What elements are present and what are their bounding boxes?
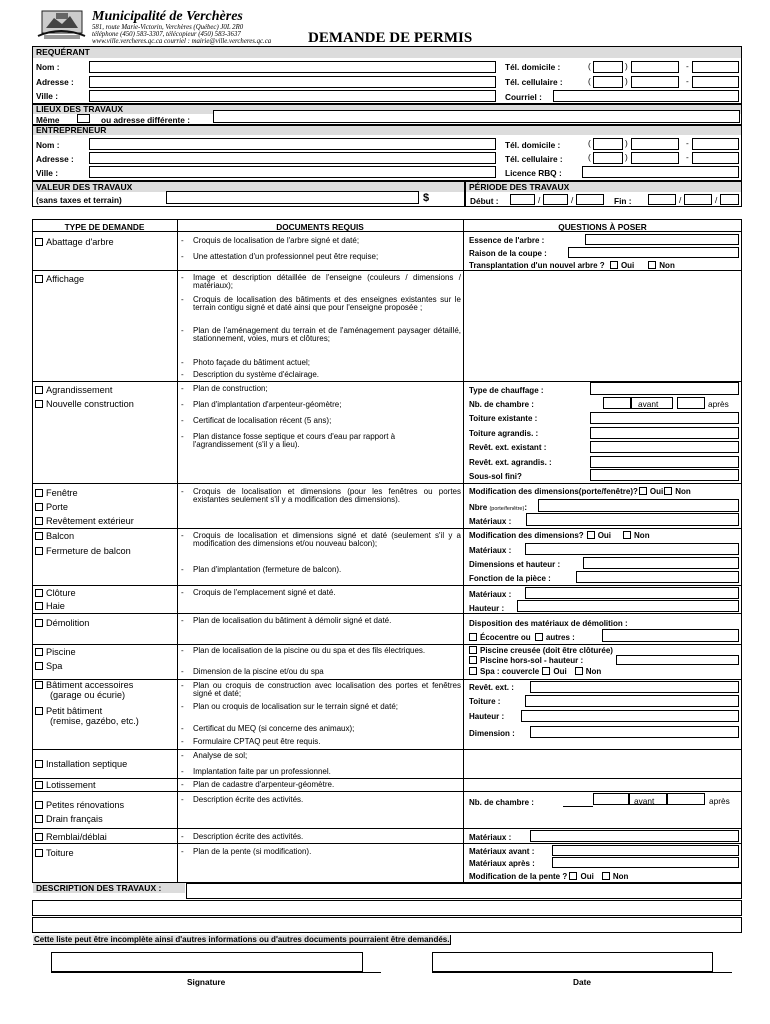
requerant-nom-label: Nom :	[36, 62, 60, 72]
agrandissement-doc-3: Certificat de localisation récent (5 ans);	[193, 416, 332, 425]
demolition-ecocentre-checkbox[interactable]	[469, 633, 477, 641]
balcon-non-checkbox[interactable]	[623, 531, 631, 539]
description-line-3[interactable]	[32, 917, 742, 933]
periode-debut-month[interactable]	[543, 194, 568, 205]
haie-checkbox[interactable]	[35, 602, 43, 610]
type-petit-batiment-note: (remise, gazébo, etc.)	[50, 716, 139, 726]
agrandissement-q-chambre: Nb. de chambre :	[469, 400, 534, 409]
toiture-checkbox[interactable]	[35, 849, 43, 857]
description-label: DESCRIPTION DES TRAVAUX :	[33, 883, 185, 893]
requerant-tel-cellulaire-number[interactable]	[692, 76, 739, 88]
piscine-doc-2: Dimension de la piscine et/ou du spa	[193, 667, 324, 676]
agrandissement-apres-label: après	[708, 399, 729, 409]
piscine-q-hors-sol: Piscine hors-sol - hauteur :	[469, 656, 583, 665]
type-petit-batiment[interactable]: Petit bâtiment	[35, 706, 102, 716]
toiture-q-pente: Modification de la pente ? Oui Non	[469, 872, 629, 881]
agrandissement-toiture-existante-field[interactable]	[590, 412, 739, 424]
valeur-currency: $	[423, 192, 430, 204]
porte-checkbox[interactable]	[35, 503, 43, 511]
type-abattage[interactable]: Abattage d'arbre	[35, 237, 114, 247]
description-line-1[interactable]	[186, 883, 742, 899]
piscine-doc-1: Plan de localisation de la piscine ou du spa et des fils électriques.	[193, 646, 426, 655]
fenetre-nbre-field[interactable]	[538, 499, 739, 512]
entrepreneur-nom-field[interactable]	[89, 138, 496, 150]
balcon-materiaux-field[interactable]	[525, 543, 739, 555]
valeur-header: VALEUR DES TRAVAUX	[33, 182, 464, 192]
entrepreneur-licence-field[interactable]	[582, 166, 739, 178]
cloture-doc-1: Croquis de l'emplacement signé et daté.	[193, 588, 336, 597]
entrepreneur-tel-cellulaire-prefix[interactable]	[631, 152, 679, 164]
type-piscine[interactable]: Piscine	[35, 647, 76, 657]
entrepreneur-tel-domicile-number[interactable]	[692, 138, 739, 150]
balcon-q-fonction: Fonction de la pièce :	[469, 574, 551, 583]
type-balcon[interactable]: Balcon	[35, 531, 74, 541]
septique-checkbox[interactable]	[35, 760, 43, 768]
type-batiment-accessoires[interactable]: Bâtiment accessoires	[35, 680, 133, 690]
abattage-essence-field[interactable]	[585, 234, 739, 245]
affichage-doc-5: Description du système d'éclairage.	[193, 370, 320, 379]
entrepreneur-tel-domicile-area[interactable]	[593, 138, 623, 150]
requerant-adresse-label: Adresse :	[36, 77, 74, 87]
toiture-q-avant: Matériaux avant :	[469, 847, 535, 856]
entrepreneur-header: ENTREPRENEUR	[33, 126, 741, 135]
requerant-courriel-label: Courriel :	[505, 92, 542, 102]
requerant-ville-field[interactable]	[89, 90, 496, 102]
abattage-raison-field[interactable]	[568, 247, 739, 258]
petit-batiment-checkbox[interactable]	[35, 707, 43, 715]
valeur-amount-field[interactable]	[166, 191, 419, 204]
balcon-oui-checkbox[interactable]	[587, 531, 595, 539]
batiment-q-toiture: Toiture :	[469, 697, 501, 706]
remblai-checkbox[interactable]	[35, 833, 43, 841]
cloture-checkbox[interactable]	[35, 589, 43, 597]
batiment-doc-2: Plan ou croquis de localisation sur le terrain signé et daté;	[193, 702, 399, 711]
entrepreneur-nom-label: Nom :	[36, 140, 60, 150]
agrandissement-chambre-apres[interactable]	[677, 397, 705, 409]
municipal-logo	[34, 8, 89, 42]
batiment-hauteur-field[interactable]	[521, 710, 739, 722]
lieux-meme-checkbox[interactable]	[77, 114, 90, 123]
renovations-chambre-apres[interactable]	[667, 793, 705, 805]
municipality-address: 581, route Marie-Victorin, Verchères (Québec) J0L 2R0	[92, 24, 244, 31]
abattage-oui-checkbox[interactable]	[610, 261, 618, 269]
entrepreneur-adresse-label: Adresse :	[36, 154, 74, 164]
type-demolition[interactable]: Démolition	[35, 618, 89, 628]
demolition-autres-field[interactable]	[602, 629, 739, 642]
type-affichage[interactable]: Affichage	[35, 274, 84, 284]
toiture-apres-field[interactable]	[552, 857, 739, 868]
entrepreneur-tel-cellulaire-area[interactable]	[593, 152, 623, 164]
date-label: Date	[573, 977, 591, 987]
renovations-chambre-avant[interactable]	[593, 793, 629, 805]
balcon-q-dimensions: Dimensions et hauteur :	[469, 560, 561, 569]
lieux-meme-label: Même	[36, 115, 60, 125]
agrandissement-avant-label: avant	[638, 399, 659, 409]
cloture-q-hauteur: Hauteur :	[469, 604, 505, 613]
agrandissement-q-toiture-agrandis: Toiture agrandis. :	[469, 429, 539, 438]
municipality-phone: téléphone (450) 583-3307, télécopieur (450) 583-3637	[92, 31, 241, 38]
batiment-doc-4: Formulaire CPTAQ peut être requis.	[193, 737, 321, 746]
agrandissement-sous-sol-field[interactable]	[590, 469, 739, 481]
type-drain-francais[interactable]: Drain français	[35, 814, 103, 824]
agrandissement-revet-agrandis-field[interactable]	[590, 456, 739, 468]
periode-fin-label: Fin :	[614, 196, 632, 206]
requerant-ville-label: Ville :	[36, 91, 58, 101]
lieux-other-address-field[interactable]	[213, 110, 740, 123]
balcon-fonction-field[interactable]	[576, 571, 739, 583]
type-toiture[interactable]: Toiture	[35, 848, 74, 858]
affichage-doc-1: Image et description détaillée de l'enseigne (couleurs / dimensions / matériaux);	[193, 273, 461, 291]
municipality-web: www.ville.vercheres.qc.ca courriel : mairie@ville.vercheres.qc.ca	[92, 38, 272, 45]
agrandissement-q-sous-sol: Sous-sol fini?	[469, 472, 522, 481]
toiture-q-apres: Matériaux après :	[469, 859, 535, 868]
type-revetement[interactable]: Revêtement extérieur	[35, 516, 134, 526]
piscine-q-spa: Spa : couvercle Oui Non	[469, 667, 601, 676]
affichage-doc-2: Croquis de localisation des bâtiments et des enseignes existantes sur le terrain contigu signé et daté ainsi que pour l'enseigne proposée ;	[193, 295, 461, 313]
batiment-revet-field[interactable]	[530, 681, 739, 693]
septique-doc-2: Implantation faite par un professionnel.	[193, 767, 331, 776]
renovations-checkbox[interactable]	[35, 801, 43, 809]
toiture-doc-1: Plan de la pente (si modification).	[193, 847, 312, 856]
affichage-checkbox[interactable]	[35, 275, 43, 283]
batiment-q-dimension: Dimension :	[469, 729, 515, 738]
entrepreneur-licence-label: Licence RBQ :	[505, 168, 562, 178]
agrandissement-q-chauffage: Type de chauffage :	[469, 386, 544, 395]
entrepreneur-tel-domicile-prefix[interactable]	[631, 138, 679, 150]
entrepreneur-ville-field[interactable]	[89, 166, 496, 178]
fermeture-balcon-checkbox[interactable]	[35, 547, 43, 555]
valeur-note: (sans taxes et terrain)	[36, 195, 122, 205]
lotissement-doc-1: Plan de cadastre d'arpenteur-géomètre.	[193, 780, 335, 789]
spa-question-checkbox[interactable]	[469, 667, 477, 675]
balcon-q-modification: Modification des dimensions? Oui Non	[469, 531, 650, 540]
demolition-checkbox[interactable]	[35, 619, 43, 627]
piscine-checkbox[interactable]	[35, 648, 43, 656]
spa-non-checkbox[interactable]	[575, 667, 583, 675]
type-haie[interactable]: Haie	[35, 601, 65, 611]
periode-debut-day[interactable]	[510, 194, 535, 205]
requerant-nom-field[interactable]	[89, 61, 496, 73]
lieux-other-label: ou adresse différente :	[101, 115, 190, 125]
septique-doc-1: Analyse de sol;	[193, 751, 248, 760]
requerant-tel-domicile-prefix[interactable]	[631, 61, 679, 73]
abattage-q-raison: Raison de la coupe :	[469, 249, 547, 258]
entrepreneur-tel-cellulaire-number[interactable]	[692, 152, 739, 164]
abattage-q-essence: Essence de l'arbre :	[469, 236, 545, 245]
batiment-dimension-field[interactable]	[530, 726, 739, 738]
toiture-non-checkbox[interactable]	[602, 872, 610, 880]
piscine-hauteur-field[interactable]	[616, 655, 739, 665]
col-header-questions: QUESTIONS À POSER	[558, 222, 647, 232]
signature-field[interactable]	[51, 952, 363, 972]
fenetre-non-checkbox[interactable]	[664, 487, 672, 495]
affichage-doc-4: Photo façade du bâtiment actuel;	[193, 358, 310, 367]
demolition-q-disposition: Disposition des matériaux de démolition :	[469, 619, 628, 628]
batiment-doc-3: Certificat du MEQ (si concerne des animaux);	[193, 724, 355, 733]
periode-fin-year[interactable]	[720, 194, 739, 205]
agrandissement-q-toiture-existante: Toiture existante :	[469, 414, 538, 423]
batiment-q-hauteur: Hauteur :	[469, 712, 505, 721]
demolition-q-ecocentre: Écocentre ou autres :	[469, 633, 575, 642]
description-line-2[interactable]	[32, 900, 742, 916]
type-cloture[interactable]: Clôture	[35, 588, 76, 598]
periode-fin-month[interactable]	[684, 194, 712, 205]
renovations-doc-1: Description écrite des activités.	[193, 795, 304, 804]
type-spa[interactable]: Spa	[35, 661, 62, 671]
abattage-q-transplantation: Transplantation d'un nouvel arbre ? Oui Non	[469, 261, 675, 270]
spa-checkbox[interactable]	[35, 662, 43, 670]
fenetre-checkbox[interactable]	[35, 489, 43, 497]
requerant-tel-cellulaire-label: Tél. cellulaire :	[505, 77, 563, 87]
remblai-doc-1: Description écrite des activités.	[193, 832, 304, 841]
agrandissement-doc-4: Plan distance fosse septique et cours d'eau par rapport à l'agrandissement (s'il y a lieu).	[193, 432, 396, 450]
entrepreneur-tel-domicile-label: Tél. domicile :	[505, 140, 561, 150]
form-title: DEMANDE DE PERMIS	[308, 30, 473, 46]
requerant-tel-cellulaire-area[interactable]	[593, 76, 623, 88]
requerant-courriel-field[interactable]	[553, 90, 739, 102]
agrandissement-revet-existant-field[interactable]	[590, 441, 739, 453]
fenetre-q-materiaux: Matériaux :	[469, 517, 512, 526]
lotissement-checkbox[interactable]	[35, 781, 43, 789]
batiment-toiture-field[interactable]	[525, 695, 739, 707]
agrandissement-doc-2: Plan d'implantation d'arpenteur-géomètre;	[193, 400, 342, 409]
cloture-q-materiaux: Matériaux :	[469, 590, 512, 599]
periode-fin-day[interactable]	[648, 194, 676, 205]
type-agrandissement[interactable]: Agrandissement	[35, 385, 112, 395]
demolition-autres-checkbox[interactable]	[535, 633, 543, 641]
type-lotissement[interactable]: Lotissement	[35, 780, 96, 790]
balcon-q-materiaux: Matériaux :	[469, 546, 512, 555]
balcon-dimensions-field[interactable]	[583, 557, 739, 569]
spa-oui-checkbox[interactable]	[542, 667, 550, 675]
type-nouvelle-construction[interactable]: Nouvelle construction	[35, 399, 134, 409]
affichage-doc-3: Plan de l'aménagement du terrain et de l'aménagement paysager détaillé, stationnement, voies, murs et clôtures;	[193, 326, 461, 344]
periode-debut-year[interactable]	[576, 194, 604, 205]
piscine-creusee-checkbox[interactable]	[469, 646, 477, 654]
periode-header: PÉRIODE DES TRAVAUX	[466, 182, 741, 192]
toiture-oui-checkbox[interactable]	[569, 872, 577, 880]
revetement-checkbox[interactable]	[35, 517, 43, 525]
piscine-hors-sol-checkbox[interactable]	[469, 656, 477, 664]
type-fermeture-balcon[interactable]: Fermeture de balcon	[35, 546, 131, 556]
entrepreneur-adresse-field[interactable]	[89, 152, 496, 164]
balcon-doc-1: Croquis de localisation et dimensions signé et daté (seulement s'il y a modification des dimensions et/ou nouveau balcon);	[193, 531, 461, 549]
footer-note: Cette liste peut être incomplète ainsi d'autres informations ou d'autres documents pourraient être demandés.	[34, 935, 450, 944]
balcon-checkbox[interactable]	[35, 532, 43, 540]
agrandissement-checkbox[interactable]	[35, 386, 43, 394]
cloture-hauteur-field[interactable]	[517, 600, 739, 612]
municipality-name: Municipalité de Verchères	[92, 9, 243, 24]
remblai-materiaux-field[interactable]	[530, 830, 739, 842]
agrandissement-chambre-avant[interactable]	[603, 397, 631, 409]
cloture-materiaux-field[interactable]	[525, 587, 739, 599]
fenetre-oui-checkbox[interactable]	[639, 487, 647, 495]
date-field[interactable]	[432, 952, 713, 972]
renovations-avant-label: avant	[634, 796, 655, 806]
abattage-checkbox[interactable]	[35, 238, 43, 246]
nouvelle-construction-checkbox[interactable]	[35, 400, 43, 408]
agrandissement-q-revet-existant: Revêt. ext. existant :	[469, 443, 547, 452]
batiment-doc-1: Plan ou croquis de construction avec localisation des portes et fenêtres signé et daté;	[193, 681, 461, 699]
abattage-non-checkbox[interactable]	[648, 261, 656, 269]
agrandissement-toiture-agrandis-field[interactable]	[590, 427, 739, 439]
type-batiment-accessoires-note: (garage ou écurie)	[50, 690, 126, 700]
drain-checkbox[interactable]	[35, 815, 43, 823]
demolition-doc-1: Plan de localisation du bâtiment à démolir signé et daté.	[193, 616, 392, 625]
requerant-tel-domicile-area[interactable]	[593, 61, 623, 73]
requerant-tel-domicile-label: Tél. domicile :	[505, 62, 561, 72]
renovations-q-chambre: Nb. de chambre :	[469, 798, 534, 807]
abattage-doc-1: Croquis de localisation de l'arbre signé et daté;	[193, 236, 360, 245]
agrandissement-chauffage-field[interactable]	[590, 382, 739, 395]
agrandissement-q-revet-agrandis: Revêt. ext. agrandis. :	[469, 458, 552, 467]
entrepreneur-ville-label: Ville :	[36, 168, 58, 178]
piscine-q-creusee: Piscine creusée (doit être clôturée)	[469, 646, 613, 655]
fenetre-q-modification: Modification des dimensions(porte/fenêtre)? Oui Non	[469, 487, 691, 496]
balcon-doc-2: Plan d'implantation (fermeture de balcon).	[193, 565, 342, 574]
type-porte[interactable]: Porte	[35, 502, 68, 512]
batiment-accessoires-checkbox[interactable]	[35, 681, 43, 689]
type-fenetre[interactable]: Fenêtre	[35, 488, 78, 498]
toiture-avant-field[interactable]	[552, 845, 739, 856]
type-installation-septique[interactable]: Installation septique	[35, 759, 127, 769]
requerant-header: REQUÉRANT	[33, 47, 741, 58]
type-petites-renovations[interactable]: Petites rénovations	[35, 800, 124, 810]
fenetre-materiaux-field[interactable]	[526, 513, 739, 526]
remblai-q-materiaux: Matériaux :	[469, 833, 512, 842]
periode-debut-label: Début :	[470, 196, 499, 206]
entrepreneur-tel-cellulaire-label: Tél. cellulaire :	[505, 154, 563, 164]
requerant-tel-domicile-number[interactable]	[692, 61, 739, 73]
batiment-q-revet: Revêt. ext. :	[469, 683, 514, 692]
abattage-doc-2: Une attestation d'un professionnel peut être requise;	[193, 252, 379, 261]
requerant-adresse-field[interactable]	[89, 76, 496, 88]
col-header-type: TYPE DE DEMANDE	[64, 222, 145, 232]
signature-label: Signature	[187, 977, 226, 987]
fenetre-doc-1: Croquis de localisation et dimensions (pour les fenêtres ou portes existantes seulement s'il y a modification des dimensions).	[193, 487, 461, 505]
requerant-tel-cellulaire-prefix[interactable]	[631, 76, 679, 88]
col-header-docs: DOCUMENTS REQUIS	[276, 222, 364, 232]
fenetre-q-nbre: Nbre (porte/fenêtre):	[469, 503, 527, 512]
type-remblai[interactable]: Remblai/déblai	[35, 832, 107, 842]
agrandissement-doc-1: Plan de construction;	[193, 384, 268, 393]
lieux-header: LIEUX DES TRAVAUX	[33, 105, 741, 114]
renovations-apres-label: après	[709, 796, 730, 806]
